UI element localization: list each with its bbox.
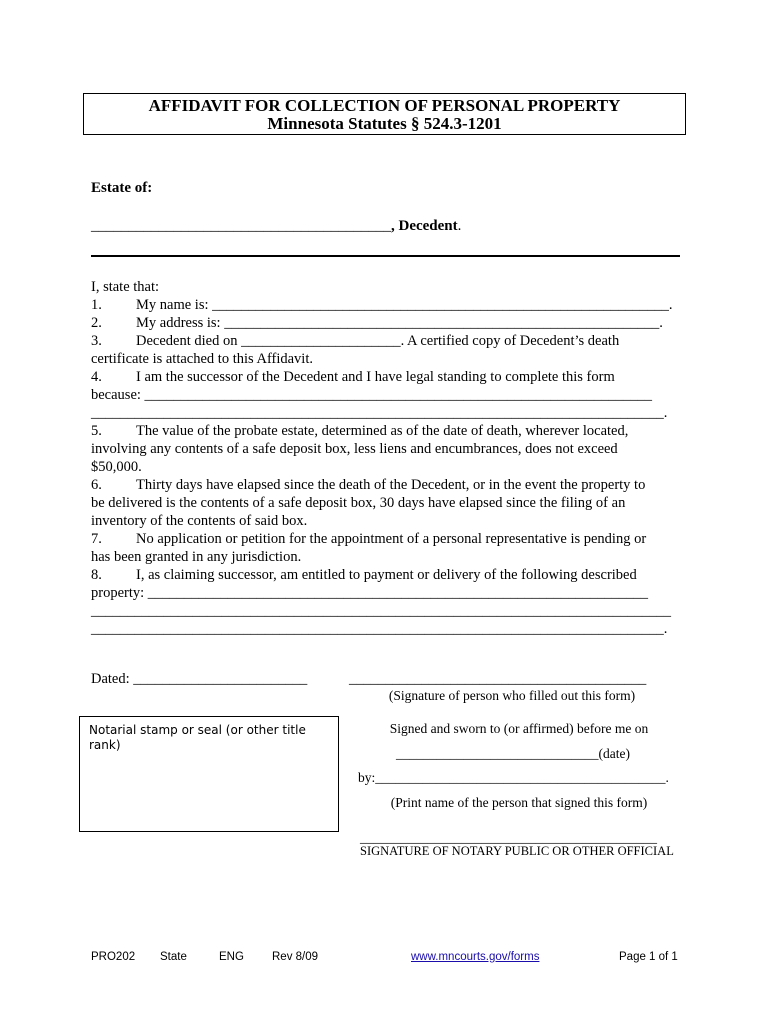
notary-signature-caption: SIGNATURE OF NOTARY PUBLIC OR OTHER OFFICIAL — [360, 844, 674, 858]
item-text[interactable]: because: ______________________________________________________________________ — [91, 387, 653, 403]
sworn-statement: Signed and sworn to (or affirmed) before me on — [389, 721, 649, 736]
item-text[interactable]: _______________________________________________________________________________. — [91, 621, 668, 637]
item-text: $50,000. — [91, 459, 142, 475]
item-text: has been granted in any jurisdiction. — [91, 549, 302, 565]
sworn-date-line[interactable]: ______________________________(date) — [396, 746, 630, 761]
statement-line — [91, 440, 681, 458]
item-number: 3. — [91, 333, 102, 349]
item-text: inventory of the contents of said box. — [91, 513, 308, 529]
statement-line — [91, 584, 681, 602]
statement-line — [91, 332, 681, 350]
notarial-stamp-label: Notarial stamp or seal (or other title rank) — [89, 723, 306, 752]
decedent-name-blank[interactable]: ________________________________________ — [91, 218, 391, 234]
footer-language: ENG — [219, 951, 244, 963]
section-divider — [91, 255, 680, 257]
item-text[interactable]: property: _____________________________________________________________________ — [91, 585, 649, 601]
item-number: 1. — [91, 297, 102, 313]
item-number: 8. — [91, 567, 102, 583]
item-text[interactable]: _______________________________________________________________________________. — [91, 405, 668, 421]
statement-line — [91, 602, 681, 620]
footer-state: State — [160, 951, 187, 963]
print-name-caption: (Print name of the person that signed this form) — [390, 795, 648, 810]
statement-line — [91, 296, 681, 314]
statement-line — [91, 530, 681, 548]
signer-name-line[interactable]: by:___________________________________________. — [358, 770, 669, 785]
item-text: The value of the probate estate, determined as of the date of death, wherever located, — [136, 423, 629, 439]
footer-page-number: Page 1 of 1 — [619, 951, 678, 963]
item-number: 7. — [91, 531, 102, 547]
notarial-stamp-box — [79, 716, 339, 832]
item-number: 4. — [91, 369, 102, 385]
decedent-label: , Decedent — [391, 218, 458, 234]
statement-line — [91, 368, 681, 386]
form-title: AFFIDAVIT FOR COLLECTION OF PERSONAL PROPERTY — [148, 96, 621, 115]
item-text: be delivered is the contents of a safe deposit box, 30 days have elapsed since the filing of an — [91, 495, 626, 511]
footer-revision: Rev 8/09 — [272, 951, 319, 963]
statement-line — [91, 476, 681, 494]
decedent-line — [91, 218, 461, 235]
item-text: certificate is attached to this Affidavit. — [91, 351, 313, 367]
footer-forms-link[interactable]: www.mncourts.gov/forms — [411, 951, 540, 963]
item-text[interactable]: Decedent died on ______________________. A certified copy of Decedent’s death — [136, 333, 620, 349]
statement-body — [91, 278, 681, 638]
item-number: 2. — [91, 315, 102, 331]
statement-line — [91, 494, 681, 512]
notary-signature-line[interactable]: ____________________________________________ — [360, 830, 657, 845]
decedent-period: . — [457, 218, 462, 234]
statement-line — [91, 404, 681, 422]
statute-reference: Minnesota Statutes § 524.3-1201 — [267, 114, 502, 133]
item-text[interactable]: ________________________________________________________________________________ — [91, 603, 671, 619]
statement-line — [91, 314, 681, 332]
footer-form-id: PRO202 — [91, 951, 136, 963]
item-text: I am the successor of the Decedent and I have legal standing to complete this form — [136, 369, 615, 385]
item-text: No application or petition for the appointment of a personal representative is pending or — [136, 531, 647, 547]
statement-line — [91, 548, 681, 566]
statement-line — [91, 512, 681, 530]
item-text[interactable]: My name is: _______________________________________________________________. — [136, 297, 673, 313]
item-text: involving any contents of a safe deposit box, less liens and encumbrances, does not exceed — [91, 441, 618, 457]
statement-line — [91, 458, 681, 476]
dated-field[interactable]: Dated: ________________________ — [91, 671, 308, 687]
statement-line — [91, 350, 681, 368]
filer-signature-line[interactable]: _________________________________________ — [349, 671, 647, 687]
item-number: 5. — [91, 423, 102, 439]
intro-line: I, state that: — [91, 279, 160, 295]
statement-line — [91, 566, 681, 584]
estate-label: Estate of: — [91, 180, 153, 196]
title-box — [83, 93, 686, 135]
statement-line — [91, 620, 681, 638]
statement-line — [91, 422, 681, 440]
item-text: I, as claiming successor, am entitled to payment or delivery of the following described — [136, 567, 637, 583]
item-text[interactable]: My address is: ____________________________________________________________. — [136, 315, 663, 331]
item-number: 6. — [91, 477, 102, 493]
filer-signature-caption: (Signature of person who filled out this form) — [388, 688, 636, 703]
item-text: Thirty days have elapsed since the death of the Decedent, or in the event the property to — [136, 477, 646, 493]
statement-line — [91, 386, 681, 404]
